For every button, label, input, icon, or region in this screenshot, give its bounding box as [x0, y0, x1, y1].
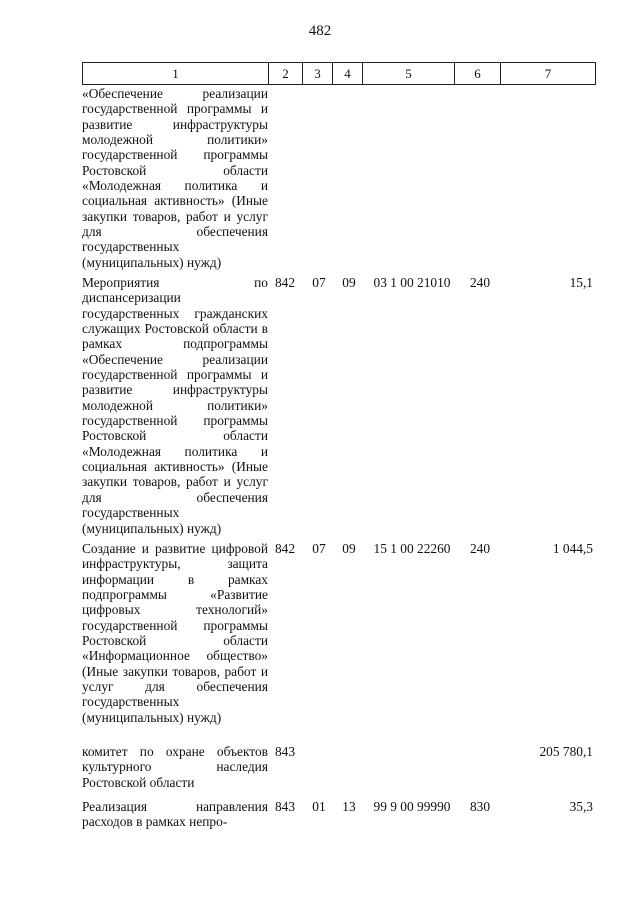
row-ministry-code: 842 — [274, 541, 296, 556]
row-section-code: 07 — [312, 541, 326, 556]
column-header-7: 7 — [501, 63, 596, 85]
row-description: Реализация направления расходов в рамках непро- — [82, 799, 268, 830]
row-amount: 1 044,5 — [552, 541, 593, 556]
row-subsection-code: 13 — [342, 799, 356, 814]
row-subsection-code: 09 — [342, 275, 356, 290]
row-target-article: 03 1 00 21010 — [373, 275, 451, 290]
row-ministry-code: 842 — [274, 275, 296, 290]
row-amount: 15,1 — [569, 275, 593, 290]
row-section-code: 01 — [312, 799, 326, 814]
column-header-5: 5 — [363, 63, 455, 85]
row-expense-type: 240 — [469, 275, 491, 290]
row-expense-type: 830 — [469, 799, 491, 814]
row-ministry-code: 843 — [274, 799, 296, 814]
row-subsection-code: 09 — [342, 541, 356, 556]
row-description: Создание и развитие цифровой инфраструктуры, защита информации в рамках подпрограммы «Развитие цифровых технологий» государственной программы Ростовской области «Информационное общество» (Иные закупки товаров, работ и услуг для обеспечения государственных (муниципальных) нужд) — [82, 541, 268, 725]
row-amount: 205 780,1 — [539, 744, 593, 759]
column-header-4: 4 — [333, 63, 363, 85]
row-description: «Обеспечение реализации государственной программы и развитие инфраструктуры молодежной политики» государственной программы Ростовской области «Молодежная политика и социальная активность» (Иные закупки товаров, работ и услуг для обеспечения государственных (муниципальных) нужд) — [82, 86, 268, 270]
row-amount: 35,3 — [569, 799, 593, 814]
column-header-3: 3 — [303, 63, 333, 85]
column-header-1: 1 — [83, 63, 269, 85]
column-header-2: 2 — [269, 63, 303, 85]
row-section-code: 07 — [312, 275, 326, 290]
table-header — [82, 62, 596, 85]
row-target-article: 99 9 00 99990 — [373, 799, 451, 814]
column-header-6: 6 — [455, 63, 501, 85]
column-number-row — [83, 63, 596, 85]
row-description: комитет по охране объектов культурного наследия Ростовской области — [82, 744, 268, 790]
row-ministry-code: 843 — [274, 744, 296, 759]
row-expense-type: 240 — [469, 541, 491, 556]
row-description: Мероприятия по диспансеризации государственных гражданских служащих Ростовской области в рамках подпрограммы «Обеспечение реализации государственной программы и развитие инфраструктуры молодежной политики» государственной программы Ростовской области «Молодежная политика и социальная активность» (Иные закупки товаров, работ и услуг для обеспечения государственных (муниципальных) нужд) — [82, 275, 268, 536]
page-number: 482 — [308, 23, 332, 39]
row-target-article: 15 1 00 22260 — [373, 541, 451, 556]
